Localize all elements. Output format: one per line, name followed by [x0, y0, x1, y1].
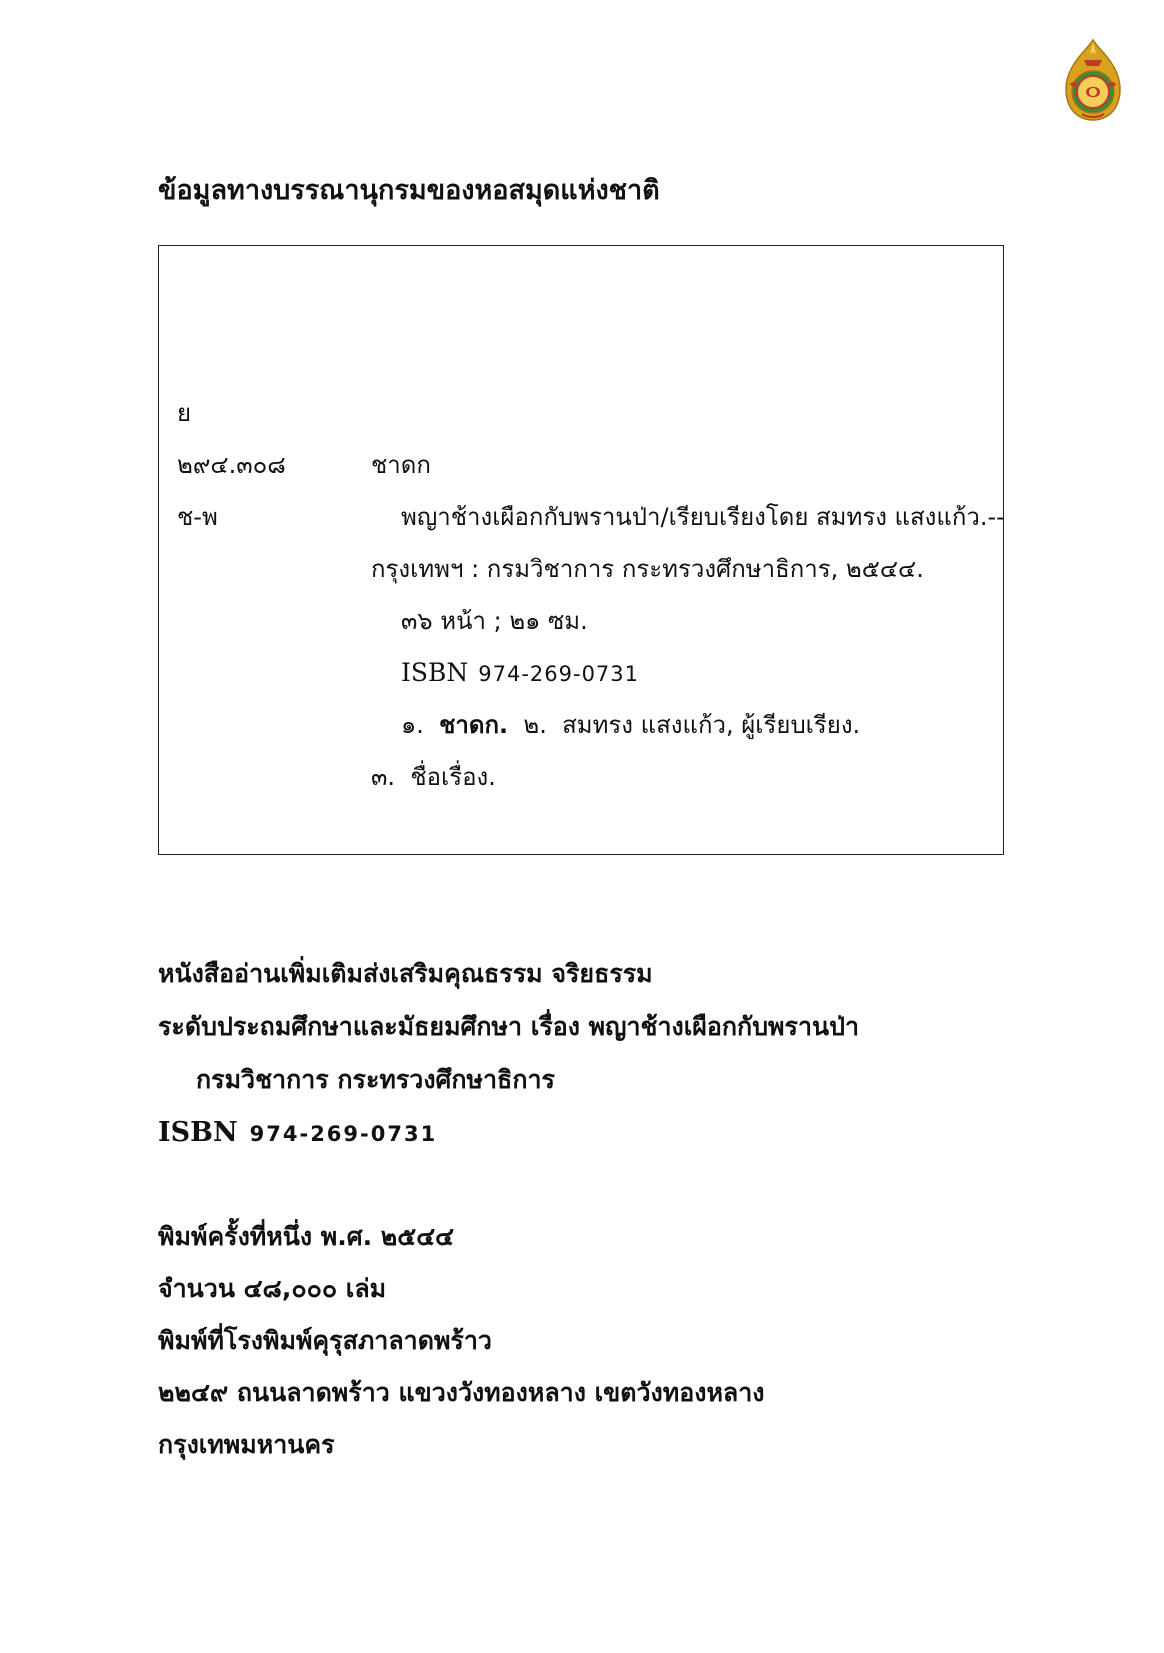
cip-tracing-2-number: ๒.: [523, 711, 547, 739]
cip-publication: กรุงเทพฯ : กรมวิชาการ กระทรวงศึกษาธิการ, ๒๕๔๔.: [371, 555, 924, 583]
cip-title-statement: พญาช้างเผือกกับพรานป่า/เรียบเรียงโดย สมทรง แสงแก้ว.--: [401, 503, 1005, 531]
cip-isbn: [401, 658, 639, 689]
cip-heading: ข้อมูลทางบรรณานุกรมของหอสมุดแห่งชาติ: [158, 175, 660, 206]
book-info-line-1: หนังสืออ่านเพิ่มเติมส่งเสริมคุณธรรม จริยธรรม: [158, 959, 653, 988]
ministry-emblem-icon: [1062, 38, 1124, 122]
cip-tracing-1-text: ชาดก.: [439, 711, 509, 739]
printing-copies: จำนวน ๔๘,๐๐๐ เล่ม: [158, 1274, 387, 1303]
cip-physical-description: ๓๖ หน้า ; ๒๑ ซม.: [401, 607, 588, 635]
cip-tracings: [401, 710, 860, 740]
cip-subject-heading: ชาดก: [371, 451, 431, 479]
cip-tracing-2-text: สมทรง แสงแก้ว, ผู้เรียบเรียง.: [562, 711, 861, 739]
cip-isbn-label: ISBN: [401, 658, 469, 687]
cip-class-line-3: ช-พ: [177, 503, 218, 531]
printing-address: ๒๒๔๙ ถนนลาดพร้าว แขวงวังทองหลาง เขตวังทองหลาง: [158, 1378, 765, 1407]
printing-printer: พิมพ์ที่โรงพิมพ์คุรุสภาลาดพร้าว: [158, 1326, 492, 1355]
cip-tracing-3-number: ๓.: [371, 763, 396, 791]
book-info-publisher: กรมวิชาการ กระทรวงศึกษาธิการ: [196, 1065, 555, 1094]
book-info-line-2: ระดับประถมศึกษาและมัธยมศึกษา เรื่อง พญาช้างเผือกกับพรานป่า: [158, 1012, 860, 1041]
printing-city: กรุงเทพมหานคร: [158, 1430, 335, 1459]
book-info-isbn: [158, 1117, 437, 1150]
cip-isbn-number: 974-269-0731: [478, 662, 640, 686]
cip-record-box: [158, 245, 1004, 855]
cip-class-line-2: ๒๙๔.๓๐๘: [177, 451, 286, 479]
book-isbn-number: 974-269-0731: [249, 1122, 438, 1146]
cip-tracing-3-text: ชื่อเรื่อง.: [410, 763, 496, 791]
cip-tracing-1-number: ๑.: [401, 711, 424, 739]
cip-class-line-1: ย: [177, 399, 192, 427]
book-isbn-label: ISBN: [158, 1117, 238, 1148]
cip-tracing-3: [371, 762, 496, 792]
printing-edition: พิมพ์ครั้งที่หนึ่ง พ.ศ. ๒๕๔๔: [158, 1222, 455, 1251]
